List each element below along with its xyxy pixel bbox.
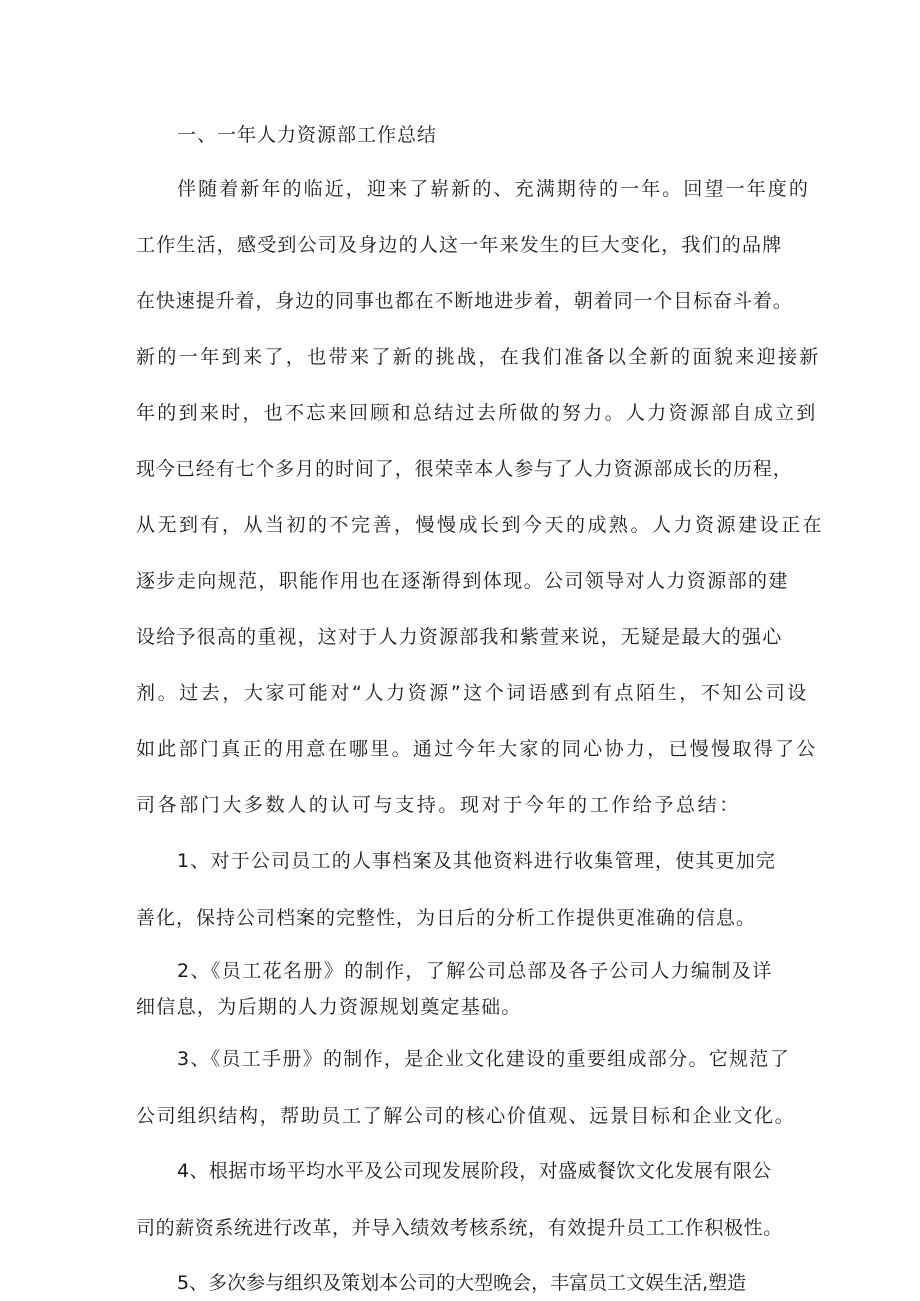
- list-item-line: 公司组织结构，帮助员工了解公司的核心价值观、远景目标和企业文化。: [136, 1105, 796, 1127]
- list-item-line: 善化，保持公司档案的完整性，为日后的分析工作提供更准确的信息。: [136, 907, 757, 929]
- list-item-line: 细信息，为后期的人力资源规划奠定基础。: [136, 996, 522, 1018]
- intro-line: 设给予很高的重视，这对于人力资源部我和紫萱来说，无疑是最大的强心: [136, 626, 783, 648]
- intro-line: 现今已经有七个多月的时间了，很荣幸本人参与了人力资源部成长的历程，: [136, 458, 793, 480]
- intro-line: 从无到有，从当初的不完善，慢慢成长到今天的成熟。人力资源建设正在: [136, 514, 825, 536]
- intro-line: 剂。过去，大家可能对“人力资源”这个词语感到有点陌生，不知公司设: [136, 682, 809, 704]
- intro-line: 在快速提升着，身边的同事也都在不断地进步着，朝着同一个目标奋斗着。: [136, 290, 793, 312]
- list-item-line: 3、《员工手册》的制作，是企业文化建设的重要组成部分。它规范了: [177, 1048, 790, 1070]
- section-heading: 一、一年人力资源部工作总结: [177, 124, 438, 146]
- list-item-line: 司的薪资系统进行改革，并导入绩效考核系统，有效提升员工工作积极性。: [136, 1217, 783, 1239]
- intro-line: 如此部门真正的用意在哪里。通过今年大家的同心协力，已慢慢取得了公: [136, 738, 818, 760]
- list-item-line: 1、对于公司员工的人事档案及其他资料进行收集管理，使其更加完: [177, 850, 777, 872]
- intro-line: 司各部门大多数人的认可与支持。现对于今年的工作给予总结：: [136, 794, 741, 816]
- intro-line: 新的一年到来了，也带来了新的挑战，在我们准备以全新的面貌来迎接新: [136, 346, 821, 368]
- list-item-line: 4、根据市场平均水平及公司现发展阶段，对盛威餐饮文化发展有限公: [177, 1160, 772, 1182]
- intro-line: 年的到来时，也不忘来回顾和总结过去所做的努力。人力资源部自成立到: [136, 402, 818, 424]
- intro-line: 工作生活，感受到公司及身边的人这一年来发生的巨大变化，我们的品牌: [136, 234, 783, 256]
- intro-line: 逐步走向规范，职能作用也在逐渐得到体现。公司领导对人力资源部的建: [136, 570, 789, 592]
- intro-line: 伴随着新年的临近，迎来了崭新的、充满期待的一年。回望一年度的: [177, 178, 811, 200]
- list-item-line: 2、《员工花名册》的制作，了解公司总部及各子公司人力编制及详: [177, 960, 773, 982]
- list-item-line: 5、多次参与组织及策划本公司的大型晚会，丰富员工文娱生活,塑造: [177, 1272, 747, 1294]
